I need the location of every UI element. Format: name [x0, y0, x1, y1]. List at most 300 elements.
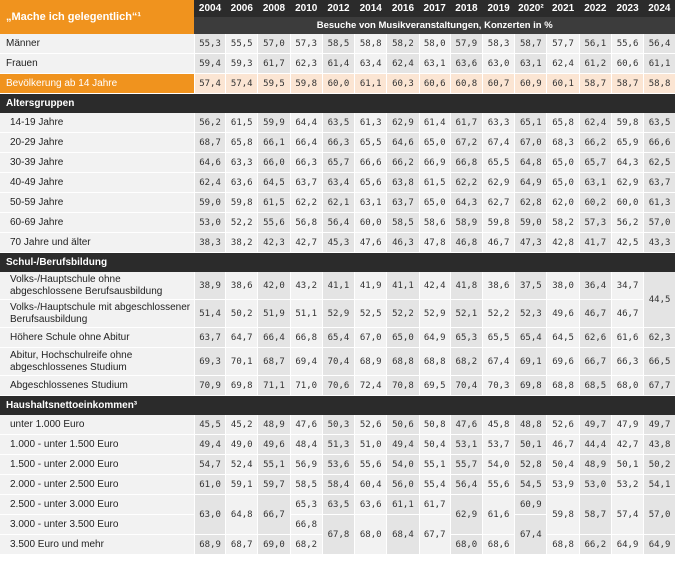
row-label: Frauen [0, 54, 194, 74]
table-cell: 62,5 [644, 153, 675, 173]
table-cell: 38,3 [194, 233, 225, 253]
table-cell: 66,2 [579, 133, 611, 153]
table-cell: 57,0 [644, 495, 675, 535]
table-cell: 65,0 [419, 133, 450, 153]
table-cell: 63,0 [483, 54, 515, 74]
table-cell: 41,9 [355, 272, 387, 300]
row-label: 2.000 - unter 2.500 Euro [0, 475, 194, 495]
table-cell: 50,2 [644, 455, 675, 475]
table-cell: 59,0 [515, 213, 547, 233]
table-cell: 65,5 [483, 153, 515, 173]
table-cell: 60,8 [450, 74, 482, 94]
table-cell: 61,6 [611, 328, 643, 348]
table-cell: 65,9 [611, 133, 643, 153]
table-cell: 68,7 [226, 535, 258, 555]
table-cell: 38,0 [547, 272, 579, 300]
table-cell: 67,7 [419, 515, 450, 555]
table-cell: 69,8 [226, 376, 258, 396]
table-cell: 67,2 [450, 133, 482, 153]
table-cell: 62,2 [450, 173, 482, 193]
table-cell: 68,8 [547, 376, 579, 396]
table-cell: 58,2 [387, 34, 419, 54]
table-cell: 61,4 [322, 54, 354, 74]
table-cell: 54,1 [644, 475, 675, 495]
table-cell: 47,6 [290, 415, 322, 435]
table-cell: 69,5 [419, 376, 450, 396]
row-label: 3.500 Euro und mehr [0, 535, 194, 555]
table-cell: 65,0 [419, 193, 450, 213]
table-cell: 64,9 [515, 173, 547, 193]
table-cell: 66,8 [290, 328, 322, 348]
table-cell: 56,4 [322, 213, 354, 233]
year-header: 2019 [483, 0, 515, 17]
table-cell: 49,7 [644, 415, 675, 435]
table-cell: 52,5 [355, 300, 387, 328]
table-cell: 63,5 [322, 495, 354, 515]
table-cell: 52,2 [387, 300, 419, 328]
table-cell: 55,6 [355, 455, 387, 475]
table-cell: 37,5 [515, 272, 547, 300]
table-cell: 61,2 [579, 54, 611, 74]
table-cell: 70,1 [226, 348, 258, 376]
table-cell: 66,5 [644, 348, 675, 376]
table-cell: 57,4 [611, 495, 643, 535]
table-cell: 52,9 [419, 300, 450, 328]
table-cell: 66,4 [290, 133, 322, 153]
year-header: 2012 [322, 0, 354, 17]
table-cell: 65,8 [226, 133, 258, 153]
table-cell: 65,3 [450, 328, 482, 348]
table-cell: 68,0 [355, 515, 387, 555]
row-label: 70 Jahre und älter [0, 233, 194, 253]
table-cell: 46,7 [579, 300, 611, 328]
row-label: Bevölkerung ab 14 Jahre [0, 74, 194, 94]
table-cell: 55,1 [419, 455, 450, 475]
table-cell: 63,7 [194, 328, 225, 348]
table-cell: 54,0 [483, 455, 515, 475]
table-cell: 63,4 [322, 173, 354, 193]
table-cell: 63,1 [515, 54, 547, 74]
table-cell: 66,3 [611, 348, 643, 376]
table-cell: 51,4 [194, 300, 225, 328]
table-cell: 62,9 [450, 495, 482, 535]
table-cell: 41,7 [579, 233, 611, 253]
table-cell: 46,3 [387, 233, 419, 253]
table-cell: 72,4 [355, 376, 387, 396]
table-cell: 67,0 [515, 133, 547, 153]
table-cell: 62,9 [387, 113, 419, 133]
table-cell: 61,6 [483, 495, 515, 535]
table-cell: 61,7 [450, 113, 482, 133]
table-cell: 65,4 [515, 328, 547, 348]
table-cell: 59,8 [226, 193, 258, 213]
table-cell: 62,4 [194, 173, 225, 193]
table-cell: 52,2 [483, 300, 515, 328]
table-cell: 49,6 [547, 300, 579, 328]
row-label: 40-49 Jahre [0, 173, 194, 193]
table-cell: 58,5 [322, 34, 354, 54]
table-cell: 69,0 [258, 535, 290, 555]
table-cell: 50,8 [419, 415, 450, 435]
table-cell: 47,8 [419, 233, 450, 253]
table-cell: 59,8 [611, 113, 643, 133]
table-cell: 50,1 [515, 435, 547, 455]
table-cell: 45,8 [483, 415, 515, 435]
table-cell: 61,1 [387, 495, 419, 515]
table-cell: 57,9 [450, 34, 482, 54]
table-cell: 43,3 [644, 233, 675, 253]
row-label: 3.000 - unter 3.500 Euro [0, 515, 194, 535]
table-cell: 57,0 [258, 34, 290, 54]
table-cell: 64,7 [226, 328, 258, 348]
table-cell: 59,4 [194, 54, 225, 74]
table-cell: 65,8 [547, 113, 579, 133]
table-cell: 66,1 [258, 133, 290, 153]
table-cell: 62,9 [611, 173, 643, 193]
table-cell: 62,7 [483, 193, 515, 213]
table-cell: 70,8 [387, 376, 419, 396]
table-cell: 50,6 [387, 415, 419, 435]
table-cell: 60,4 [355, 475, 387, 495]
table-cell: 60,3 [387, 74, 419, 94]
table-cell: 42,3 [258, 233, 290, 253]
table-cell: 65,7 [322, 153, 354, 173]
year-header: 2010 [290, 0, 322, 17]
table-cell: 61,7 [419, 495, 450, 515]
table-cell: 59,8 [547, 495, 579, 535]
table-cell: 63,1 [419, 54, 450, 74]
table-cell: 57,7 [547, 34, 579, 54]
row-label: unter 1.000 Euro [0, 415, 194, 435]
table-cell: 61,5 [419, 173, 450, 193]
table-cell: 52,4 [226, 455, 258, 475]
table-cell: 69,1 [515, 348, 547, 376]
table-cell: 62,6 [579, 328, 611, 348]
table-cell: 64,5 [258, 173, 290, 193]
table-cell: 58,4 [322, 475, 354, 495]
table-cell: 48,4 [290, 435, 322, 455]
table-cell: 58,3 [483, 34, 515, 54]
table-cell: 51,9 [258, 300, 290, 328]
table-cell: 69,4 [290, 348, 322, 376]
table-cell: 66,7 [579, 348, 611, 376]
table-cell: 45,2 [226, 415, 258, 435]
table-cell: 48,9 [579, 455, 611, 475]
year-header: 2021 [547, 0, 579, 17]
table-cell: 57,3 [290, 34, 322, 54]
table-cell: 42,5 [611, 233, 643, 253]
table-cell: 68,3 [547, 133, 579, 153]
table-cell: 64,4 [290, 113, 322, 133]
table-cell: 51,1 [290, 300, 322, 328]
table-cell: 70,4 [322, 348, 354, 376]
table-cell: 69,6 [547, 348, 579, 376]
table-cell: 56,1 [579, 34, 611, 54]
table-cell: 66,2 [387, 153, 419, 173]
table-cell: 59,9 [258, 113, 290, 133]
table-cell: 49,0 [226, 435, 258, 455]
table-cell: 44,4 [579, 435, 611, 455]
table-subtitle: Besuche von Musikveranstaltungen, Konzerten in % [194, 17, 675, 34]
year-header: 2004 [194, 0, 225, 17]
table-cell: 58,0 [419, 34, 450, 54]
table-cell: 70,4 [450, 376, 482, 396]
table-cell: 57,3 [579, 213, 611, 233]
table-cell: 46,7 [483, 233, 515, 253]
table-cell: 52,2 [226, 213, 258, 233]
table-cell: 64,9 [611, 535, 643, 555]
table-cell: 59,7 [258, 475, 290, 495]
table-cell: 55,7 [450, 455, 482, 475]
row-label: Männer [0, 34, 194, 54]
table-cell: 50,2 [226, 300, 258, 328]
table-cell: 46,8 [450, 233, 482, 253]
table-cell: 42,8 [547, 233, 579, 253]
table-cell: 70,6 [322, 376, 354, 396]
table-cell: 63,3 [226, 153, 258, 173]
table-cell: 60,0 [355, 213, 387, 233]
table-cell: 52,3 [515, 300, 547, 328]
table-cell: 54,0 [387, 455, 419, 475]
table-cell: 62,3 [644, 328, 675, 348]
table-cell: 68,5 [579, 376, 611, 396]
table-cell: 56,2 [194, 113, 225, 133]
row-label: Abgeschlossenes Studium [0, 376, 194, 396]
table-cell: 61,4 [419, 113, 450, 133]
table-cell: 68,7 [258, 348, 290, 376]
table-cell: 65,0 [547, 153, 579, 173]
year-header: 2014 [355, 0, 387, 17]
table-cell: 68,0 [450, 535, 482, 555]
section-header: Schul-/Berufsbildung [0, 253, 675, 273]
table-cell: 58,5 [290, 475, 322, 495]
table-cell: 62,1 [322, 193, 354, 213]
table-cell: 53,2 [611, 475, 643, 495]
table-cell: 66,8 [290, 515, 322, 535]
row-label: 20-29 Jahre [0, 133, 194, 153]
table-cell: 60,2 [579, 193, 611, 213]
table-cell: 66,7 [258, 495, 290, 535]
table-cell: 65,1 [515, 113, 547, 133]
table-cell: 53,7 [483, 435, 515, 455]
table-cell: 58,9 [450, 213, 482, 233]
table-cell: 54,5 [515, 475, 547, 495]
table-cell: 50,4 [419, 435, 450, 455]
row-label: 14-19 Jahre [0, 113, 194, 133]
table-cell: 64,8 [226, 495, 258, 535]
table-cell: 52,9 [322, 300, 354, 328]
table-cell: 65,7 [579, 153, 611, 173]
table-cell: 62,2 [290, 193, 322, 213]
table-cell: 64,3 [611, 153, 643, 173]
table-cell: 65,3 [290, 495, 322, 515]
table-cell: 68,2 [450, 348, 482, 376]
table-cell: 68,6 [483, 535, 515, 555]
table-cell: 49,7 [579, 415, 611, 435]
table-cell: 65,0 [547, 173, 579, 193]
table-cell: 56,2 [611, 213, 643, 233]
table-cell: 47,3 [515, 233, 547, 253]
table-cell: 68,4 [387, 515, 419, 555]
table-cell: 36,4 [579, 272, 611, 300]
table-cell: 62,4 [579, 113, 611, 133]
table-cell: 61,1 [644, 54, 675, 74]
table-cell: 68,9 [355, 348, 387, 376]
table-cell: 71,1 [258, 376, 290, 396]
table-cell: 59,3 [226, 54, 258, 74]
table-cell: 59,0 [194, 193, 225, 213]
table-cell: 34,7 [611, 272, 643, 300]
table-cell: 68,7 [194, 133, 225, 153]
table-cell: 41,1 [322, 272, 354, 300]
table-cell: 60,6 [611, 54, 643, 74]
table-cell: 64,6 [387, 133, 419, 153]
table-cell: 62,9 [483, 173, 515, 193]
table-cell: 51,0 [355, 435, 387, 455]
table-cell: 48,9 [258, 415, 290, 435]
table-cell: 68,8 [419, 348, 450, 376]
table-cell: 67,0 [355, 328, 387, 348]
table-cell: 55,5 [226, 34, 258, 54]
year-header: 2023 [611, 0, 643, 17]
year-header: 2024 [644, 0, 675, 17]
table-cell: 60,6 [419, 74, 450, 94]
table-cell: 49,4 [194, 435, 225, 455]
table-cell: 64,9 [644, 535, 675, 555]
table-cell: 65,5 [483, 328, 515, 348]
table-cell: 63,7 [290, 173, 322, 193]
table-cell: 66,6 [644, 133, 675, 153]
table-cell: 60,7 [483, 74, 515, 94]
table-cell: 61,5 [226, 113, 258, 133]
table-cell: 60,9 [515, 74, 547, 94]
table-cell: 42,7 [611, 435, 643, 455]
table-cell: 47,6 [355, 233, 387, 253]
year-header: 2018 [450, 0, 482, 17]
table-cell: 45,3 [322, 233, 354, 253]
table-cell: 63,3 [483, 113, 515, 133]
table-cell: 55,6 [483, 475, 515, 495]
table-cell: 64,6 [194, 153, 225, 173]
table-cell: 67,4 [483, 133, 515, 153]
table-cell: 66,4 [258, 328, 290, 348]
table-cell: 68,2 [290, 535, 322, 555]
table-cell: 50,3 [322, 415, 354, 435]
table-cell: 64,3 [450, 193, 482, 213]
table-cell: 63,4 [355, 54, 387, 74]
table-cell: 58,7 [579, 495, 611, 535]
row-label: Volks-/Hauptschule mit abgeschlossener Berufsausbildung [0, 300, 194, 328]
table-cell: 53,0 [194, 213, 225, 233]
row-label: 30-39 Jahre [0, 153, 194, 173]
table-cell: 68,0 [611, 376, 643, 396]
table-cell: 63,5 [322, 113, 354, 133]
year-header: 2008 [258, 0, 290, 17]
table-cell: 43,2 [290, 272, 322, 300]
row-label: Abitur, Hochschulreife ohne abgeschlossenes Studium [0, 348, 194, 376]
table-cell: 53,0 [579, 475, 611, 495]
year-header: 2020² [515, 0, 547, 17]
table-cell: 58,7 [611, 74, 643, 94]
table-cell: 68,8 [547, 535, 579, 555]
table-cell: 63,1 [579, 173, 611, 193]
table-cell: 63,7 [387, 193, 419, 213]
table-cell: 42,4 [419, 272, 450, 300]
table-cell: 62,4 [547, 54, 579, 74]
table-cell: 38,6 [226, 272, 258, 300]
table-cell: 53,1 [450, 435, 482, 455]
table-cell: 45,5 [194, 415, 225, 435]
table-cell: 71,0 [290, 376, 322, 396]
table-cell: 52,6 [547, 415, 579, 435]
table-cell: 63,6 [450, 54, 482, 74]
row-label: Volks-/Hauptschule ohne abgeschlossene Berufsausbildung [0, 272, 194, 300]
table-cell: 50,4 [547, 455, 579, 475]
table-cell: 60,0 [611, 193, 643, 213]
table-cell: 42,7 [290, 233, 322, 253]
table-cell: 65,6 [355, 173, 387, 193]
table-cell: 53,9 [547, 475, 579, 495]
table-cell: 63,6 [355, 495, 387, 515]
table-cell: 51,3 [322, 435, 354, 455]
table-cell: 57,4 [226, 74, 258, 94]
table-cell: 57,0 [644, 213, 675, 233]
table-cell: 60,1 [547, 74, 579, 94]
section-header: Haushaltsnettoeinkommen³ [0, 396, 675, 416]
table-cell: 66,3 [322, 133, 354, 153]
row-label: 60-69 Jahre [0, 213, 194, 233]
table-cell: 67,8 [322, 515, 354, 555]
table-cell: 66,0 [258, 153, 290, 173]
table-cell: 67,4 [515, 515, 547, 555]
table-cell: 56,4 [644, 34, 675, 54]
table-cell: 63,7 [644, 173, 675, 193]
table-cell: 62,0 [547, 193, 579, 213]
year-header: 2006 [226, 0, 258, 17]
row-label: Höhere Schule ohne Abitur [0, 328, 194, 348]
table-cell: 58,8 [355, 34, 387, 54]
table-cell: 58,7 [515, 34, 547, 54]
table-cell: 63,1 [355, 193, 387, 213]
table-cell: 61,1 [355, 74, 387, 94]
table-cell: 66,3 [290, 153, 322, 173]
table-cell: 38,9 [194, 272, 225, 300]
table-cell: 52,8 [515, 455, 547, 475]
table-cell: 65,0 [387, 328, 419, 348]
table-cell: 55,6 [258, 213, 290, 233]
table-cell: 56,0 [387, 475, 419, 495]
table-cell: 69,8 [515, 376, 547, 396]
table-cell: 47,6 [450, 415, 482, 435]
table-cell: 60,0 [322, 74, 354, 94]
table-cell: 56,4 [450, 475, 482, 495]
table-cell: 50,1 [611, 455, 643, 475]
table-cell: 52,6 [355, 415, 387, 435]
table-cell: 46,7 [611, 300, 643, 328]
table-cell: 61,0 [194, 475, 225, 495]
table-cell: 62,3 [290, 54, 322, 74]
table-cell: 38,6 [483, 272, 515, 300]
table-cell: 48,8 [515, 415, 547, 435]
table-cell: 58,2 [547, 213, 579, 233]
table-cell: 56,8 [290, 213, 322, 233]
table-cell: 66,6 [355, 153, 387, 173]
table-cell: 68,8 [387, 348, 419, 376]
row-label: 1.500 - unter 2.000 Euro [0, 455, 194, 475]
table-cell: 49,6 [258, 435, 290, 455]
table-cell: 58,8 [644, 74, 675, 94]
table-cell: 42,0 [258, 272, 290, 300]
